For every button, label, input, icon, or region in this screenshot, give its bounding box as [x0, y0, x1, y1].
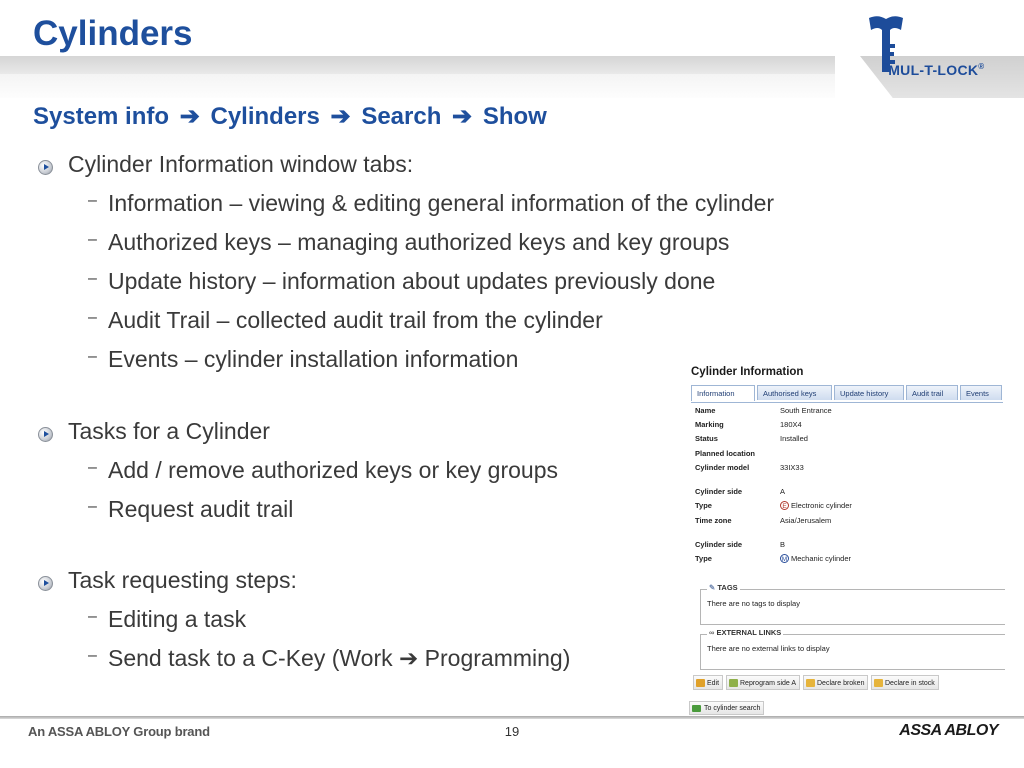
declare-broken-button[interactable]: Declare broken — [803, 675, 868, 690]
link-icon: ∞ — [709, 628, 717, 637]
mechanic-icon: M — [781, 556, 788, 563]
arrow-icon: ➔ — [330, 103, 351, 130]
reprogram-side-a-button[interactable]: Reprogram side A — [726, 675, 800, 690]
breadcrumb-item: Show — [482, 103, 547, 130]
tags-section — [700, 583, 1005, 625]
arrow-icon: ➔ — [179, 103, 200, 130]
back-arrow-icon — [692, 705, 701, 712]
tab-bar — [691, 383, 1003, 403]
bullet-icon — [38, 160, 53, 175]
sub-bullet-item: – Request audit trail — [88, 496, 294, 522]
breadcrumb — [33, 102, 551, 131]
declare-in-stock-button[interactable]: Declare in stock — [871, 675, 939, 690]
edit-button[interactable]: Edit — [693, 675, 723, 690]
links-legend: EXTERNAL LINKS — [716, 628, 782, 637]
panel-title: Cylinder Information — [691, 366, 804, 378]
page-number: 19 — [504, 724, 520, 739]
sub-bullet-item: – Send task to a C-Key (Work ➔ Programming) — [88, 645, 571, 671]
bullet-icon — [38, 427, 53, 442]
breadcrumb-item: Search — [361, 103, 442, 130]
sub-bullet-item: – Update history – information about updates previously done — [88, 268, 716, 294]
stock-icon — [874, 679, 883, 687]
breadcrumb-item: System info — [33, 103, 170, 130]
to-cylinder-search-button[interactable]: To cylinder search — [689, 701, 764, 715]
breadcrumb-item: Cylinders — [210, 103, 320, 130]
bullet-item: Cylinder Information window tabs: — [38, 151, 413, 178]
footer-brand-text: An ASSA ABLOY Group brand — [28, 724, 210, 739]
tab-information[interactable]: Information — [691, 385, 755, 401]
tag-icon: ✎ — [709, 583, 718, 592]
bullet-item: Tasks for a Cylinder — [38, 418, 270, 445]
header-band — [0, 56, 900, 74]
sub-bullet-item: – Add / remove authorized keys or key groups — [88, 457, 559, 483]
sub-bullet-item: – Audit Trail – collected audit trail from the cylinder — [88, 307, 603, 333]
action-bar — [693, 675, 1005, 692]
links-empty-text: There are no external links to display — [707, 644, 830, 653]
sub-bullet-item: – Events – cylinder installation information — [88, 346, 519, 372]
arrow-icon: ➔ — [452, 103, 473, 130]
footer-divider — [0, 716, 1024, 719]
electronic-icon: E — [780, 501, 789, 510]
cylinder-info-panel: Cylinder Information Information Authorised keys Update history Audit trail Events Name South Entrance Marking 180X4 Status Installed Planned location Cylinder model 33IX33 Cylinder side A Type E Electronic cylinder Time zone Asia/Jerusalem Cylinder side B Type M Mechanic cylinder ✎ TAGS There are no tags to display ∞ EXTERNAL LINKS There are no external links to display Edit Reprogram side A Declare broken Declare in stock To cylinder search — [689, 364, 1004, 716]
broken-icon — [806, 679, 815, 687]
external-links-section — [700, 628, 1005, 670]
assa-abloy-logo: ASSA ABLOY — [899, 722, 998, 739]
tags-empty-text: There are no tags to display — [707, 599, 800, 608]
tab-events[interactable]: Events — [960, 385, 1002, 400]
logo-wordmark: MUL-T-LOCK — [888, 62, 979, 78]
tab-authorised-keys[interactable]: Authorised keys — [757, 385, 832, 400]
reprogram-icon — [729, 679, 738, 687]
tags-legend: TAGS — [717, 583, 738, 592]
sub-bullet-item: – Editing a task — [88, 606, 247, 632]
slide-title: Cylinders — [33, 14, 193, 53]
sub-bullet-item: – Authorized keys – managing authorized keys and key groups — [88, 229, 730, 255]
edit-icon — [696, 679, 705, 687]
sub-bullet-item: – Information – viewing & editing general information of the cylinder — [88, 190, 775, 216]
tab-audit-trail[interactable]: Audit trail — [906, 385, 958, 400]
bullet-item: Task requesting steps: — [38, 567, 297, 594]
bullet-icon — [38, 576, 53, 591]
mul-t-lock-logo: ®MUL-T-LOCK® — [855, 14, 1017, 84]
tab-update-history[interactable]: Update history — [834, 385, 904, 400]
